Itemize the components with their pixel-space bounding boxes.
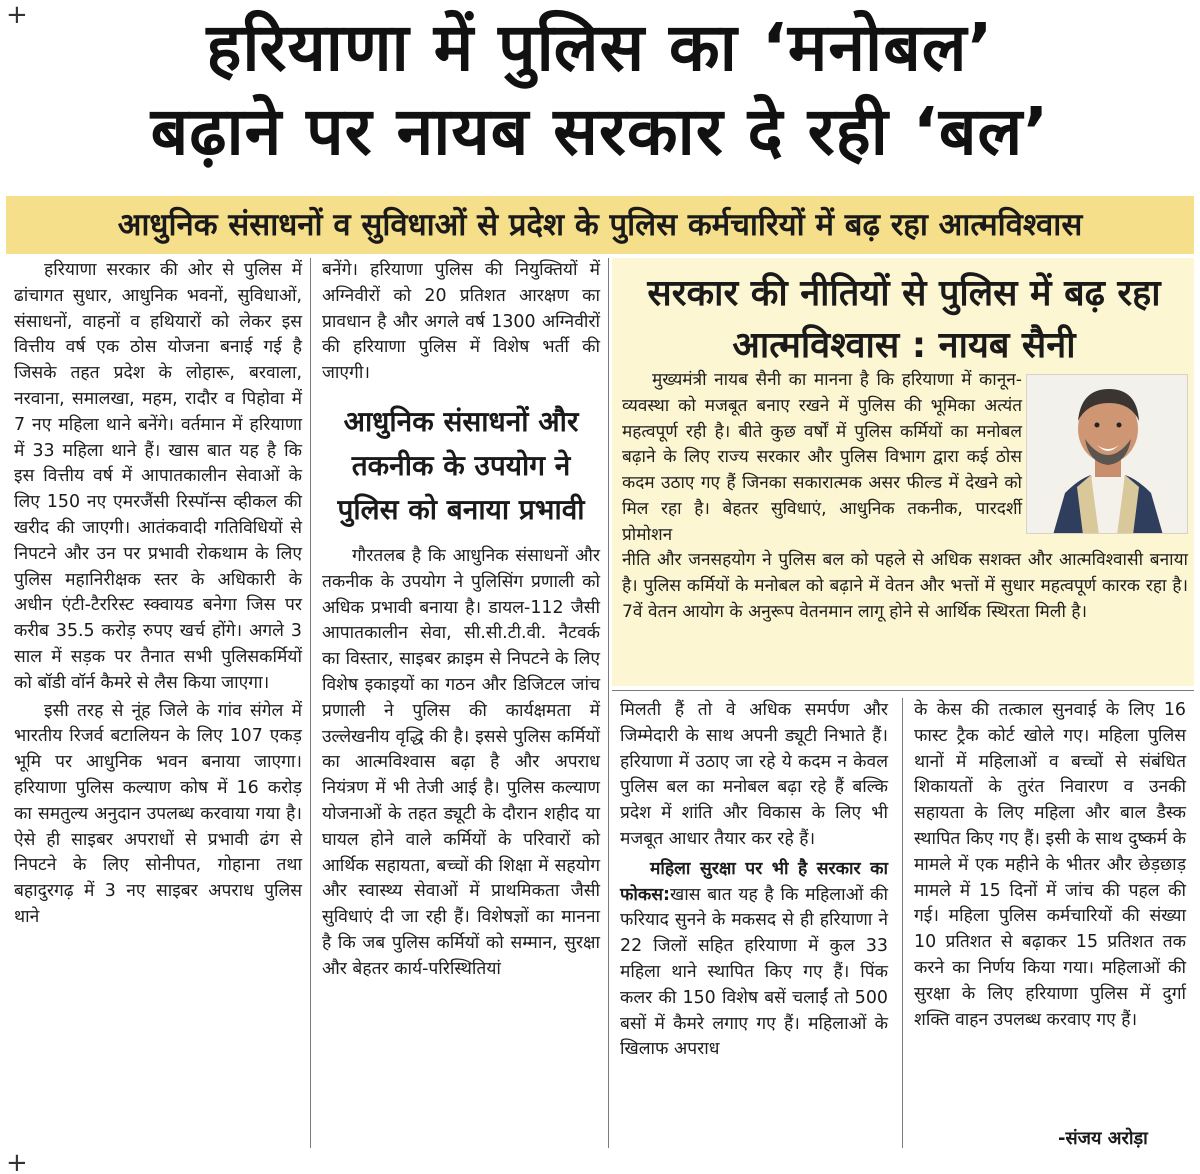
byline: -संजय अरोड़ा — [1058, 1128, 1148, 1149]
column-2-body-text: गौरतलब है कि आधुनिक संसाधनों और तकनीक के उपयोग ने पुलिसिंग प्रणाली को अधिक प्रभावी बनाया है। डायल-112 जैसी आपातकालीन सेवा, सी.सी.टी.वी. नैटवर्क का विस्तार, साइबर क्राइम से निपटने के लिए विशेष इकाइयों का गठन और डिजिटल जांच प्रणाली ने पुलिस की कार्यक्षमता में उल्लेखनीय वृद्धि की है। इससे पुलिस कर्मियों का आत्मविश्वास बढ़ा है और अपराध नियंत्रण में भी तेजी आई है। पुलिस कल्याण योजनाओं के तहत ड्यूटी के दौरान शहीद या घायल होने वाले कर्मियों के परिवारों को आर्थिक सहायता, बच्चों की शिक्षा में सहयोग और स्वास्थ्य सेवाओं में प्राथमिकता जैसी सुविधाएं दी जा रही हैं। विशेषज्ञों का मानना है कि जब पुलिस कर्मियों को सम्मान, सुरक्षा और बेहतर कार्य-परिस्थितियां — [322, 546, 600, 979]
registration-mark-icon: + — [6, 0, 28, 30]
registration-mark-icon: + — [6, 1148, 28, 1174]
column-4-body-text: के केस की तत्काल सुनवाई के लिए 16 फास्ट ट्रैक कोर्ट खोले गए। महिला पुलिस थानों में महिलाओं व बच्चों से संबंधित शिकायतों के तुरंत निवारण व उनकी सहायता के लिए महिला और बाल डैस्क स्थापित किए गए हैं। इसी के साथ दुष्कर्म के मामले में एक महीने के भीतर और छेड़छाड़ मामले में 15 दिनों में जांच की पहल की गई। महिला पुलिस कर्मचारियों की संख्या 10 प्रतिशत से बढ़ाकर 15 प्रतिशत तक करने का निर्णय किया गया। महिलाओं की सुरक्षा के लिए हरियाणा पुलिस में दुर्गा शक्ति वाहन उपलब्ध करवाए गए हैं। — [914, 700, 1186, 1030]
feature-box-text-1 — [622, 368, 1022, 549]
headline-line-2: बढ़ाने पर नायब सरकार दे रही ‘बल’ — [150, 93, 1050, 170]
column-2-top-text: बनेंगे। हरियाणा पुलिस की नियुक्तियों में अग्निवीरों को 20 प्रतिशत आरक्षण का प्रावधान है और अगले वर्ष 1300 अग्निवीरों की हरियाणा पुलिस में विशेष भर्ती की जाएगी। — [322, 260, 600, 384]
feature-box-text-1-body: मुख्यमंत्री नायब सैनी का मानना है कि हरियाणा में कानून-व्यवस्था को मजबूत बनाए रखने में पुलिस की भूमिका अत्यंत महत्वपूर्ण रही है। बीते कुछ वर्षों में पुलिस कर्मियों का मनोबल बढ़ाने के लिए राज्य सरकार और पुलिस विभाग द्वारा कई ठोस कदम उठाए गए हैं जिनका सकारात्मक असर फील्ड में देखने को मिल रहा है। बेहतर सुविधाएं, आधुनिक तकनीक, पारदर्शी प्रोमोशन — [622, 370, 1022, 545]
headline — [0, 6, 1200, 174]
cm-photo — [1026, 374, 1188, 534]
column-4 — [914, 698, 1186, 1033]
column-divider-3 — [902, 698, 903, 1148]
column-2-body — [322, 544, 600, 983]
column-3 — [620, 698, 888, 1063]
feature-box-text-2-body: नीति और जनसहयोग ने पुलिस बल को पहले से अधिक सशक्त और आत्मविश्वासी बनाया है। पुलिस कर्मियों के मनोबल को बढ़ाने में वेतन और भत्तों में सुधार महत्वपूर्ण कारक रहा है। 7वें वेतन आयोग के अनुरूप वेतनमान लागू होने से आर्थिक स्थिरता मिली है। — [622, 550, 1188, 622]
feature-box-title: सरकार की नीतियों से पुलिस में बढ़ रहा आत्मविश्वास : नायब सैनी — [647, 273, 1161, 366]
column-divider-2 — [608, 258, 609, 1148]
column-divider-1 — [310, 258, 311, 1148]
box-bottom-rule — [612, 690, 1194, 691]
portrait-image — [1027, 375, 1188, 534]
column-2-subhead: आधुनिक संसाधनों और तकनीक के उपयोग ने पुलिस को बनाया प्रभावी — [337, 405, 585, 526]
column-3-body-text: खास बात यह है कि महिलाओं की फरियाद सुनने के मकसद से ही हरियाणा ने 22 जिलों सहित हरियाणा में कुल 33 महिला थाने स्थापित किए गए हैं। पिंक कलर की 150 विशेष बसें चलाईं तो 500 बसों में कैमरे लगाए गए हैं। महिलाओं के खिलाफ अपराध — [620, 884, 888, 1060]
column-2-top — [322, 258, 600, 387]
feature-box-text-2 — [622, 548, 1188, 625]
headline-line-1: हरियाणा में पुलिस का ‘मनोबल’ — [206, 9, 994, 86]
column-1-paragraph-1: हरियाणा सरकार की ओर से पुलिस में ढांचागत सुधार, आधुनिक भवनों, सुविधाओं, संसाधनों, वाहनों व हथियारों को लेकर इस वित्तीय वर्ष एक ठोस योजना बनाई गई है जिसके तहत प्रदेश के लोहारू, बरवाला, नरवाना, समालखा, महम, रादौर व पिहोवा में 7 नए महिला थाने बनेंगे। वर्तमान में हरियाणा में 33 महिला थाने हैं। खास बात यह है कि इस वित्तीय वर्ष में आपातकालीन सेवाओं के लिए 150 नए एमरजैंसी रिस्पॉन्स व्हीकल की खरीद की जाएगी। आतंकवादी गतिविधियों से निपटने और उन पर प्रभावी रोकथाम के लिए पुलिस महानिरीक्षक स्तर के अधिकारी के अधीन एंटी-टैररिस्ट स्क्वायड बनेगा जिस पर करीब 35.5 करोड़ रुपए खर्च होंगे। अगले 3 साल में सड़क पर तैनात सभी पुलिसकर्मियों को बॉडी वॉर्न कैमरे से लैस किया जाएगा। — [14, 260, 302, 693]
column-3-paragraph-2 — [620, 857, 888, 1063]
column-1 — [14, 258, 302, 931]
column-3-kicker: महिला सुरक्षा पर भी है सरकार का फोकस: — [620, 858, 888, 905]
column-3-top-text: मिलती हैं तो वे अधिक समर्पण और जिम्मेदारी के साथ अपनी ड्यूटी निभाते हैं। हरियाणा में उठाए जा रहे ये कदम न केवल पुलिस बल का मनोबल बढ़ा रहे हैं बल्कि प्रदेश में शांति और विकास के लिए भी मजबूत आधार तैयार कर रहे हैं। — [620, 700, 888, 849]
subtitle: आधुनिक संसाधनों व सुविधाओं से प्रदेश के पुलिस कर्मचारियों में बढ़ रहा आत्मविश्वास — [117, 207, 1083, 243]
column-1-paragraph-2: इसी तरह से नूंह जिले के गांव संगेल में भारतीय रिजर्व बटालियन के लिए 107 एकड़ भूमि पर आधुनिक भवन बनाया जाएगा। हरियाणा पुलिस कल्याण कोष में 16 करोड़ का समतुल्य अनुदान उपलब्ध करवाया गया है। ऐसे ही साइबर अपराधों से प्रभावी ढंग से निपटने के लिए सोनीपत, गोहाना तथा बहादुरगढ़ में 3 नए साइबर अपराध पुलिस थाने — [14, 700, 302, 927]
